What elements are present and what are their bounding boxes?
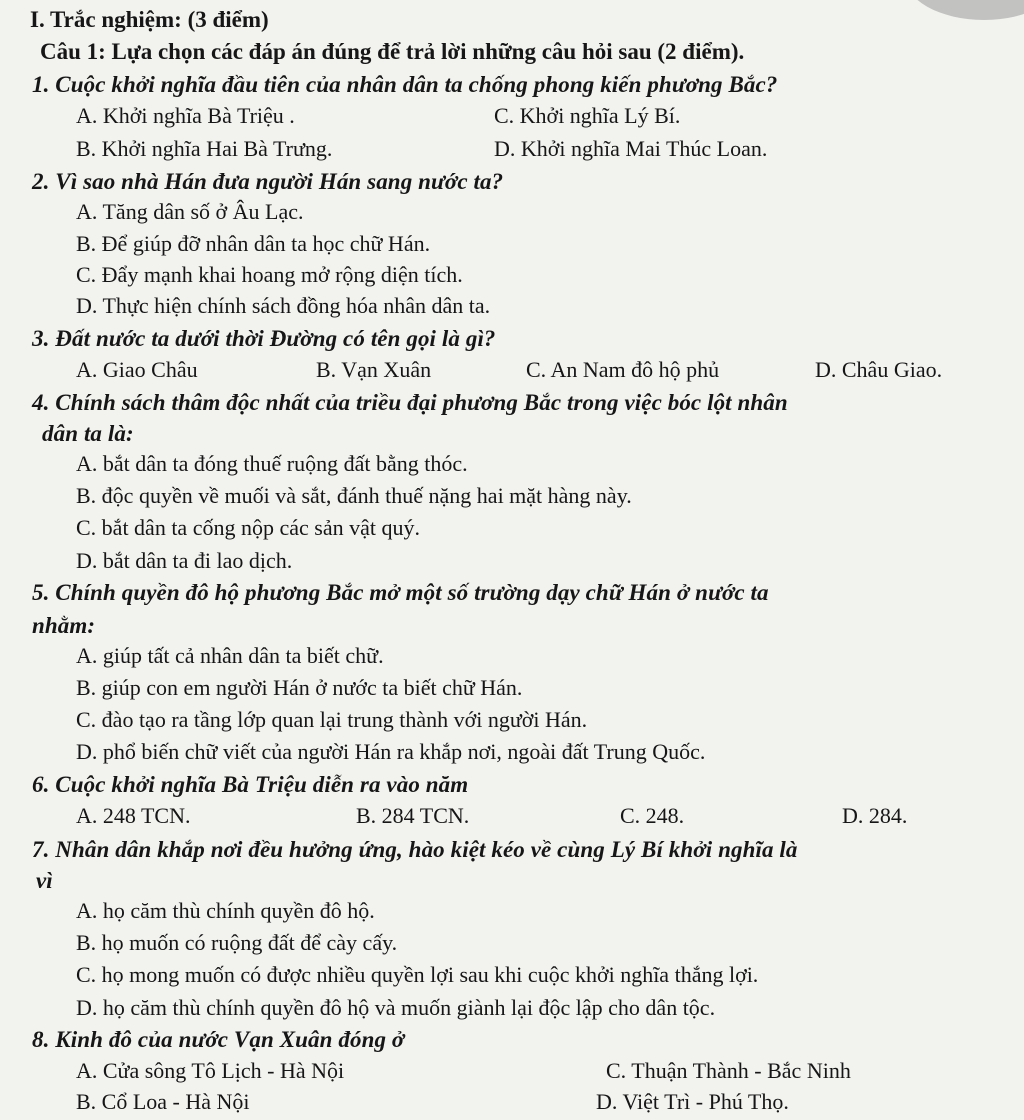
q7-option-a: A. họ căm thù chính quyền đô hộ. [76, 898, 375, 923]
q7-option-c: C. họ mong muốn có được nhiều quyền lợi sau khi cuộc khởi nghĩa thắng lợi. [76, 962, 759, 987]
q4-option-b: B. độc quyền về muối và sắt, đánh thuế nặng hai mặt hàng này. [76, 483, 632, 508]
q2-option-b: B. Để giúp đỡ nhân dân ta học chữ Hán. [76, 231, 431, 256]
question-6: 6. Cuộc khởi nghĩa Bà Triệu diễn ra vào năm [32, 772, 469, 797]
q6-option-a: A. 248 TCN. [76, 803, 191, 828]
q1-option-b: B. Khởi nghĩa Hai Bà Trưng. [76, 136, 333, 161]
q1-option-d: D. Khởi nghĩa Mai Thúc Loan. [494, 136, 768, 161]
question-4-line-2: dân ta là: [42, 421, 134, 446]
q8-option-c: C. Thuận Thành - Bắc Ninh [606, 1058, 851, 1083]
q3-option-c: C. An Nam đô hộ phủ [526, 357, 720, 382]
q4-option-d: D. bắt dân ta đi lao dịch. [76, 548, 293, 573]
q2-option-a: A. Tăng dân số ở Âu Lạc. [76, 199, 304, 224]
q1-option-a: A. Khởi nghĩa Bà Triệu . [76, 103, 295, 128]
question-4-line-1: 4. Chính sách thâm độc nhất của triều đại phương Bắc trong việc bóc lột nhân [32, 390, 788, 415]
q6-option-d: D. 284. [842, 803, 908, 828]
question-2: 2. Vì sao nhà Hán đưa người Hán sang nước ta? [32, 169, 504, 194]
part-title: Câu 1: Lựa chọn các đáp án đúng để trả lời những câu hỏi sau (2 điểm). [40, 39, 745, 64]
question-5-line-1: 5. Chính quyền đô hộ phương Bắc mở một số trường dạy chữ Hán ở nước ta [32, 580, 769, 605]
q4-option-a: A. bắt dân ta đóng thuế ruộng đất bằng thóc. [76, 451, 468, 476]
photo-corner-shadow [904, 0, 1024, 20]
q7-option-b: B. họ muốn có ruộng đất để cày cấy. [76, 930, 398, 955]
q8-option-a: A. Cửa sông Tô Lịch - Hà Nội [76, 1058, 345, 1083]
q5-option-b: B. giúp con em người Hán ở nước ta biết chữ Hán. [76, 675, 523, 700]
section-title: I. Trắc nghiệm: (3 điểm) [30, 7, 269, 32]
q3-option-b: B. Vạn Xuân [316, 357, 432, 382]
q3-option-d: D. Châu Giao. [815, 357, 943, 382]
question-8: 8. Kinh đô của nước Vạn Xuân đóng ở [32, 1027, 405, 1052]
q5-option-d: D. phổ biến chữ viết của người Hán ra khắp nơi, ngoài đất Trung Quốc. [76, 739, 706, 764]
q7-option-d: D. họ căm thù chính quyền đô hộ và muốn giành lại độc lập cho dân tộc. [76, 995, 716, 1020]
question-1: 1. Cuộc khởi nghĩa đầu tiên của nhân dân ta chống phong kiến phương Bắc? [32, 72, 778, 97]
question-3: 3. Đất nước ta dưới thời Đường có tên gọi là gì? [32, 326, 496, 351]
q8-option-b: B. Cổ Loa - Hà Nội [76, 1089, 250, 1114]
q5-option-c: C. đào tạo ra tầng lớp quan lại trung thành với người Hán. [76, 707, 588, 732]
q3-option-a: A. Giao Châu [76, 357, 198, 382]
question-5-line-2: nhằm: [32, 613, 96, 638]
q4-option-c: C. bắt dân ta cống nộp các sản vật quý. [76, 515, 420, 540]
q8-option-d: D. Việt Trì - Phú Thọ. [596, 1089, 789, 1114]
q5-option-a: A. giúp tất cả nhân dân ta biết chữ. [76, 643, 384, 668]
question-7-line-2: vì [36, 868, 53, 893]
q6-option-c: C. 248. [620, 803, 685, 828]
q2-option-c: C. Đẩy mạnh khai hoang mở rộng diện tích. [76, 262, 463, 287]
q1-option-c: C. Khởi nghĩa Lý Bí. [494, 103, 681, 128]
q6-option-b: B. 284 TCN. [356, 803, 470, 828]
question-7-line-1: 7. Nhân dân khắp nơi đều hưởng ứng, hào kiệt kéo về cùng Lý Bí khởi nghĩa là [32, 837, 798, 862]
q2-option-d: D. Thực hiện chính sách đồng hóa nhân dân ta. [76, 293, 491, 318]
